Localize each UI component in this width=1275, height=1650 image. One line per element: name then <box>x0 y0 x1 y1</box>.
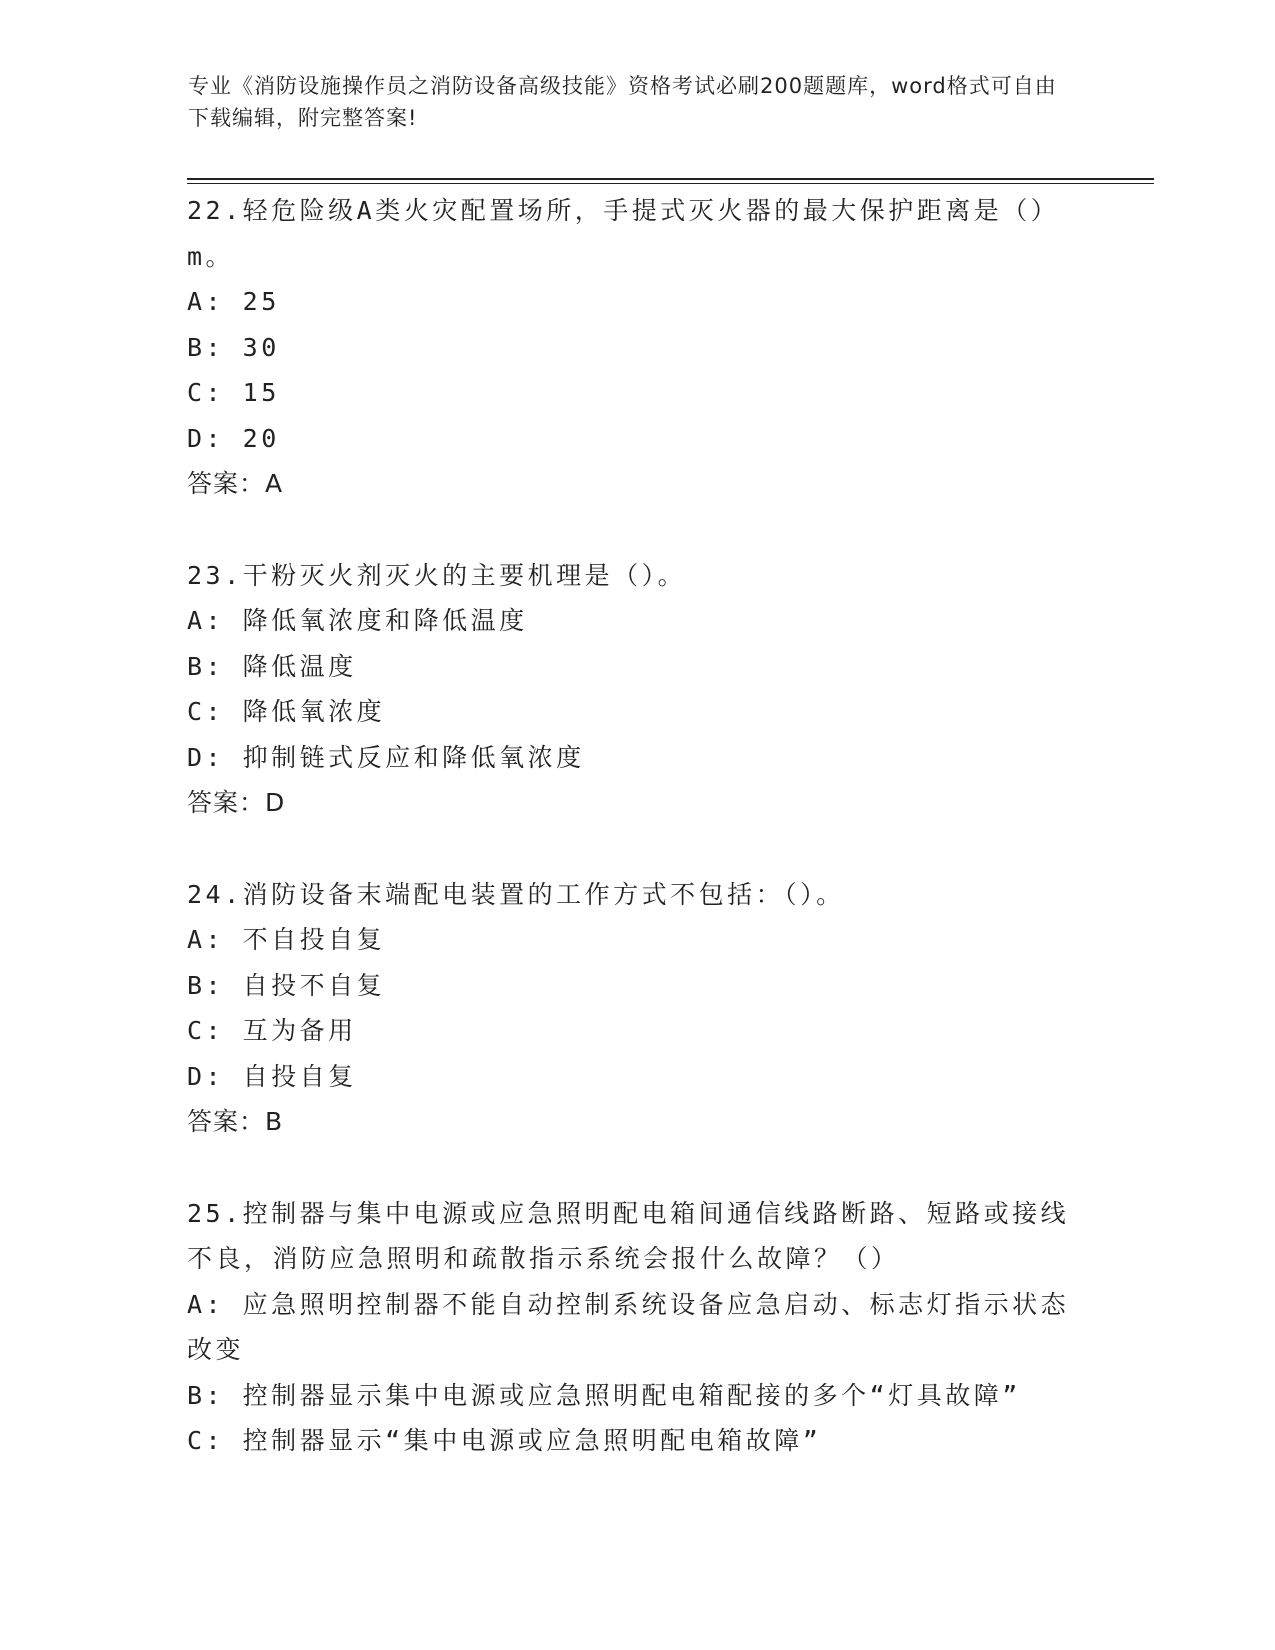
option-label: A: <box>187 925 225 954</box>
question-22 <box>187 188 1077 507</box>
option-c <box>187 370 1077 416</box>
header-rule-thin <box>187 183 1154 184</box>
option-label: C: <box>187 697 225 726</box>
option-text: 降低温度 <box>242 651 357 681</box>
option-text: 互为备用 <box>242 1016 357 1045</box>
option-text: 应急照明控制器不能自动控制系统设备应急启动、标志灯指示状态改变 <box>187 1289 1070 1364</box>
option-a <box>187 1282 1077 1373</box>
option-b <box>187 325 1077 371</box>
option-a <box>187 279 1077 325</box>
option-text: 抑制链式反应和降低氧浓度 <box>242 742 585 772</box>
option-text: 控制器显示集中电源或应急照明配电箱配接的多个“灯具故障” <box>242 1380 1021 1410</box>
option-label: A: <box>187 606 225 635</box>
question-stem: 23.干粉灭火剂灭火的主要机理是（）。 <box>187 560 687 590</box>
question-stem: 22.轻危险级A类火灾配置场所，手提式灭火器的最大保护距离是（）m。 <box>187 196 1060 271</box>
option-label: B: <box>187 651 225 681</box>
option-label: D: <box>187 1061 225 1091</box>
option-b <box>187 1373 1077 1419</box>
option-label: B: <box>187 1380 225 1410</box>
option-label: D: <box>187 742 225 772</box>
option-c <box>187 1008 1077 1054</box>
option-d <box>187 416 1077 462</box>
document-header: 专业《消防设施操作员之消防设备高级技能》资格考试必刷200题题库，word格式可自由下载编辑，附完整答案! <box>188 74 1057 130</box>
option-label: A: <box>187 287 225 316</box>
option-label: C: <box>187 1426 225 1455</box>
header-rule-thick <box>187 178 1154 180</box>
option-text: 不自投自复 <box>242 925 386 954</box>
option-label: B: <box>187 970 225 1000</box>
answer-line: 答案：A <box>187 469 284 498</box>
option-text: 自投不自复 <box>242 970 386 1000</box>
question-25 <box>187 1191 1077 1464</box>
option-text: 自投自复 <box>242 1061 357 1091</box>
option-b <box>187 963 1077 1009</box>
option-text: 降低氧浓度 <box>242 697 386 726</box>
option-label: C: <box>187 1016 225 1045</box>
option-text: 20 <box>242 423 280 453</box>
answer-line: 答案：D <box>187 788 286 817</box>
option-a <box>187 917 1077 963</box>
option-label: D: <box>187 423 225 453</box>
option-text: 30 <box>242 332 280 362</box>
question-stem: 25.控制器与集中电源或应急照明配电箱间通信线路断路、短路或接线不良，消防应急照明和疏散指示系统会报什么故障？（） <box>187 1198 1070 1273</box>
question-list <box>187 188 1077 1510</box>
option-text: 25 <box>242 287 280 316</box>
option-c <box>187 689 1077 735</box>
option-label: B: <box>187 332 225 362</box>
option-a <box>187 598 1077 644</box>
option-c <box>187 1418 1077 1464</box>
answer-line: 答案：B <box>187 1107 284 1136</box>
option-label: C: <box>187 378 225 407</box>
option-d <box>187 1054 1077 1100</box>
option-text: 降低氧浓度和降低温度 <box>242 606 528 635</box>
option-d <box>187 735 1077 781</box>
option-label: A: <box>187 1289 225 1319</box>
question-24 <box>187 872 1077 1145</box>
option-text: 控制器显示“集中电源或应急照明配电箱故障” <box>242 1426 822 1455</box>
option-b <box>187 644 1077 690</box>
question-23 <box>187 553 1077 826</box>
question-stem: 24.消防设备末端配电装置的工作方式不包括：（）。 <box>187 879 845 909</box>
option-text: 15 <box>242 378 280 407</box>
